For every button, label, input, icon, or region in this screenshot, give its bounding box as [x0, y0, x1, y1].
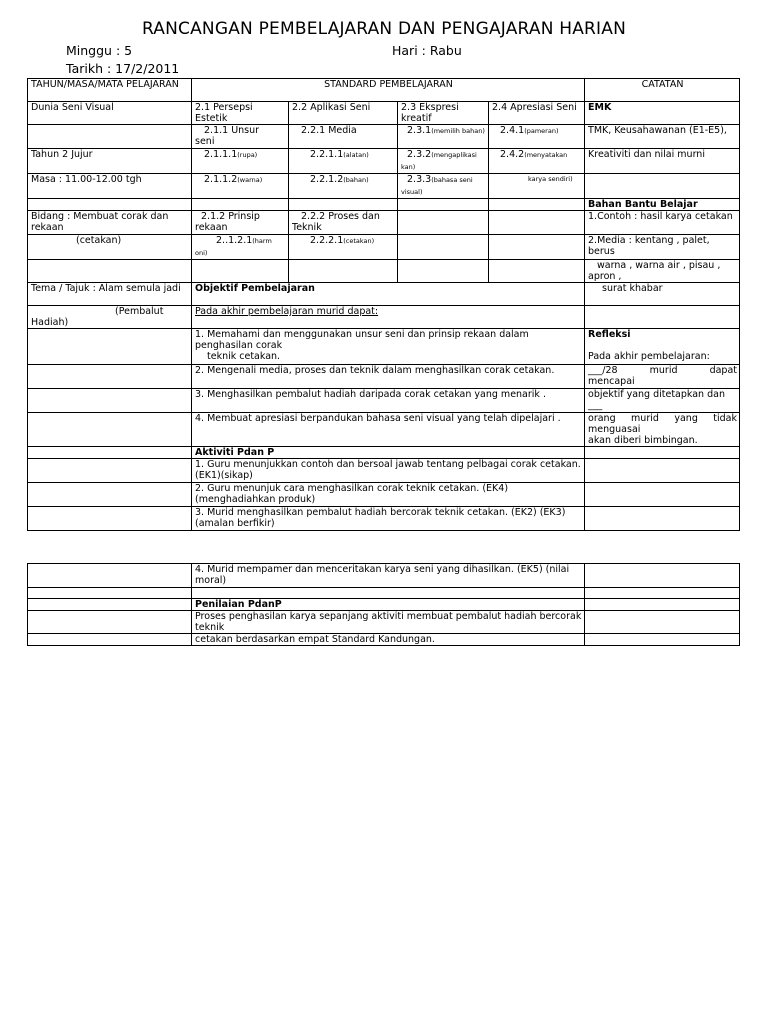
- empty-cell: [28, 599, 192, 611]
- standard-2-2-1-2-cell: 2.2.1.2(bahan): [289, 174, 398, 199]
- reflection-line-4: orang murid yang tidak menguasai akan diberi bimbingan.: [585, 413, 740, 447]
- document-title: RANCANGAN PEMBELAJARAN DAN PENGAJARAN HARIAN: [141, 19, 627, 39]
- empty-cell: [489, 211, 585, 235]
- empty-cell: [28, 389, 192, 413]
- empty-cell: [585, 599, 740, 611]
- objectives-heading: Objektif Pembelajaran: [192, 283, 585, 306]
- standard-2-2-2-cell: 2.2.2 Proses dan Teknik: [289, 211, 398, 235]
- empty-cell: [585, 588, 740, 599]
- teaching-aids-heading: Bahan Bantu Belajar: [585, 199, 740, 211]
- empty-cell: [489, 235, 585, 260]
- standard-2-1-1-cell: 2.1.1 Unsur seni: [192, 125, 289, 149]
- date-label: Tarikh : 17/2/2011: [66, 61, 180, 76]
- empty-cell: [585, 447, 740, 459]
- emk-heading: EMK: [585, 102, 740, 125]
- standard-2-1-1-2-cell: 2.1.1.2(warna): [192, 174, 289, 199]
- field-sub-cell: (cetakan): [28, 235, 192, 260]
- standard-2-3-1-cell: 2.3.1(memilih bahan): [398, 125, 489, 149]
- empty-cell: [289, 199, 398, 211]
- standard-2-3-2-cell: 2.3.2(mengaplikasi kan): [398, 149, 489, 174]
- year-class-cell: Tahun 2 Jujur: [28, 149, 192, 174]
- theme-cell: Tema / Tajuk : Alam semula jadi: [28, 283, 192, 306]
- objective-2: 2. Mengenali media, proses dan teknik dalam menghasilkan corak cetakan.: [192, 365, 585, 389]
- empty-cell: [28, 125, 192, 149]
- objectives-intro: Pada akhir pembelajaran murid dapat:: [192, 306, 585, 329]
- lesson-plan-continuation-table: [27, 563, 740, 646]
- time-cell: Masa : 11.00-12.00 tgh: [28, 174, 192, 199]
- teaching-aid-media-cont2-cell: surat khabar: [585, 283, 740, 306]
- empty-cell: [28, 459, 192, 483]
- empty-cell: [585, 507, 740, 531]
- empty-cell: [489, 199, 585, 211]
- empty-cell: [28, 507, 192, 531]
- empty-cell: [585, 611, 740, 634]
- empty-cell: [192, 199, 289, 211]
- standard-2-2-1-1-cell: 2.2.1.1(alatan): [289, 149, 398, 174]
- empty-cell: [489, 260, 585, 283]
- reflection-heading: Refleksi: [588, 329, 631, 340]
- empty-cell: [398, 260, 489, 283]
- reflection-line-1: Pada akhir pembelajaran:: [588, 351, 710, 362]
- empty-cell: [28, 413, 192, 447]
- standard-2-1-2-cell: 2.1.2 Prinsip rekaan: [192, 211, 289, 235]
- teaching-aid-media-cell: 2.Media : kentang , palet, berus: [585, 235, 740, 260]
- field-cell: Bidang : Membuat corak dan rekaan: [28, 211, 192, 235]
- emk-text-cell: TMK, Keusahawanan (E1-E5),: [585, 125, 740, 149]
- activity-1: 1. Guru menunjukkan contoh dan bersoal jawab tentang pelbagai corak cetakan. (EK1)(sikap): [192, 459, 585, 483]
- empty-cell: [585, 564, 740, 588]
- assessment-text-1: Proses penghasilan karya sepanjang aktiviti membuat pembalut hadiah bercorak teknik: [192, 611, 585, 634]
- objective-3: 3. Menghasilkan pembalut hadiah daripada corak cetakan yang menarik .: [192, 389, 585, 413]
- standard-2-3-3-cell: 2.3.3(bahasa seni visual): [398, 174, 489, 199]
- empty-cell: [192, 588, 585, 599]
- empty-cell: [585, 459, 740, 483]
- reflection-line-3: objektif yang ditetapkan dan ___: [585, 389, 740, 413]
- standard-2-4-1-cell: 2.4.1(pameran): [489, 125, 585, 149]
- week-label: Minggu : 5: [66, 43, 133, 58]
- standard-2-2-2-1-cell: 2.2.2.1(cetakan): [289, 235, 398, 260]
- empty-cell: [398, 235, 489, 260]
- empty-cell: [398, 199, 489, 211]
- objective-1: 1. Memahami dan menggunakan unsur seni dan prinsip rekaan dalam penghasilan corak teknik cetakan.: [192, 329, 585, 365]
- empty-cell: [28, 329, 192, 365]
- empty-cell: [398, 211, 489, 235]
- header-cell-standards: STANDARD PEMBELAJARAN: [192, 79, 585, 102]
- standard-2-1-cell: 2.1 Persepsi Estetik: [192, 102, 289, 125]
- activity-2: 2. Guru menunjuk cara menghasilkan corak teknik cetakan. (EK4) (menghadiahkan produk): [192, 483, 585, 507]
- header-cell-notes: CATATAN: [585, 79, 740, 102]
- empty-cell: [289, 260, 398, 283]
- empty-cell: [28, 447, 192, 459]
- empty-cell: [28, 199, 192, 211]
- values-cell: Kreativiti dan nilai murni: [585, 149, 740, 174]
- empty-cell: [28, 365, 192, 389]
- standard-2-4-cell: 2.4 Apresiasi Seni: [489, 102, 585, 125]
- empty-cell: [585, 483, 740, 507]
- subject-cell: Dunia Seni Visual: [28, 102, 192, 125]
- empty-cell: [585, 174, 740, 199]
- empty-cell: [28, 483, 192, 507]
- empty-cell: [28, 260, 192, 283]
- standard-2-2-1-cell: 2.2.1 Media: [289, 125, 398, 149]
- theme-sub-cell: (Pembalut Hadiah): [28, 306, 192, 329]
- empty-cell: [28, 588, 192, 599]
- standard-2-2-cell: 2.2 Aplikasi Seni: [289, 102, 398, 125]
- activity-4: 4. Murid mempamer dan menceritakan karya seni yang dihasilkan. (EK5) (nilai moral): [192, 564, 585, 588]
- assessment-heading: Penilaian PdanP: [192, 599, 585, 611]
- standard-2-4-2-cont-cell: karya sendiri): [489, 174, 585, 199]
- standard-2-1-1-1-cell: 2.1.1.1(rupa): [192, 149, 289, 174]
- activities-heading: Aktiviti Pdan P: [192, 447, 585, 459]
- day-label: Hari : Rabu: [392, 43, 462, 58]
- header-cell-year-time-subject: TAHUN/MASA/MATA PELAJARAN: [28, 79, 192, 102]
- empty-cell: [28, 564, 192, 588]
- objective-4: 4. Membuat apresiasi berpandukan bahasa seni visual yang telah dipelajari .: [192, 413, 585, 447]
- lesson-plan-table: [27, 78, 740, 531]
- standard-2-3-cell: 2.3 Ekspresi kreatif: [398, 102, 489, 125]
- empty-cell: [28, 611, 192, 634]
- empty-cell: [585, 634, 740, 646]
- empty-cell: [585, 306, 740, 329]
- reflection-cell: [585, 329, 740, 365]
- standard-2-1-2-1-cell: 2..1.2.1(harm oni): [192, 235, 289, 260]
- assessment-text-2: cetakan berdasarkan empat Standard Kandungan.: [192, 634, 585, 646]
- teaching-aid-media-cont-cell: warna , warna air , pisau , apron ,: [585, 260, 740, 283]
- empty-cell: [28, 634, 192, 646]
- teaching-aid-example-cell: 1.Contoh : hasil karya cetakan: [585, 211, 740, 235]
- empty-cell: [192, 260, 289, 283]
- reflection-line-2: ___/28 murid dapat mencapai: [585, 365, 740, 389]
- standard-2-4-2-cell: 2.4.2(menyatakan: [489, 149, 585, 174]
- activity-3: 3. Murid menghasilkan pembalut hadiah bercorak teknik cetakan. (EK2) (EK3)(amalan berfikir): [192, 507, 585, 531]
